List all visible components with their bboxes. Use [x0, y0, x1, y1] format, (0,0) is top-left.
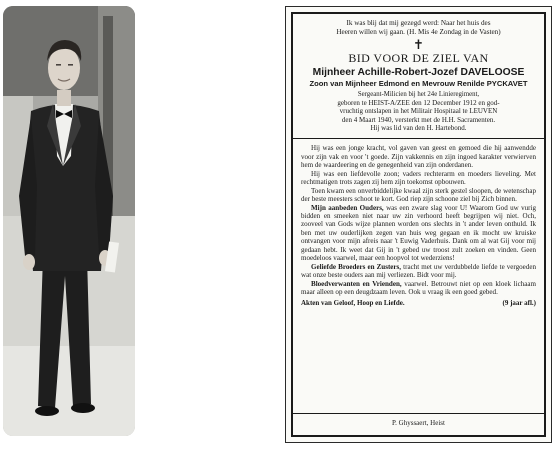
card-frame [291, 12, 546, 437]
biography [301, 99, 536, 132]
indulgence-years: (9 jaar afl.) [502, 298, 536, 307]
divider [293, 138, 544, 139]
paragraph-siblings: Geliefde Broeders en Zusters, tracht met uw verdubbelde liefde te vergoeden wat onze beste ouders aan mij verliezen. Bidt voor mij. [301, 262, 536, 280]
printer-credit: P. Ghyssaert, Heist [392, 419, 445, 427]
card-content [301, 19, 536, 429]
indulgence-prayers: Akten van Geloof, Hoop en Liefde. [301, 298, 405, 307]
bio-line: den 4 Maart 1940, versterkt met de H.H. Sacramenten. [341, 115, 496, 124]
scripture-verse [301, 19, 536, 36]
indulgence-line [301, 299, 536, 308]
memorial-card [285, 6, 552, 443]
paragraph: Hij was een liefdevolle zoon; vaders rechterarm en moeders lieveling. Met rechtmatigen trots zagen zij hem zijn toekomst opbouwen. [301, 169, 536, 187]
verse-line: Ik was blij dat mij gezegd werd: Naar het huis des [346, 19, 491, 27]
paragraph-relatives: Bloedverwanten en Vrienden, vaarwel. Betrouwt niet op een kloek lichaam maar alleen op een deugdzaam leven. Ook u vraag ik een goed gebed. [301, 279, 536, 297]
portrait-photo [3, 6, 135, 436]
bio-line: vruchtig ontslapen in het Militair Hospitaal te LEUVEN [339, 107, 498, 116]
portrait-figure [3, 6, 135, 436]
verse-line: Heeren willen wij gaan. (H. Mis 4e Zondag in de Vasten) [336, 27, 501, 36]
divider-bottom [293, 413, 544, 414]
paragraph: Toen kwam een onverbiddelijke kwaal zijn sterk gestel sloopen, de wetenschap der beste meesters schoot te kort. God riep zijn schoone ziel bij Zich binnen. [301, 186, 536, 204]
bio-line: geboren te HEIST-A/ZEE den 12 December 1912 en god- [337, 99, 500, 108]
eulogy-text [301, 144, 536, 296]
bio-line: Hij was lid van den H. Hartebond. [370, 124, 467, 133]
paragraph-parents: Mijn aanbeden Ouders, was een zware slag voor U! Waarom God uw vurig bidden en smeeken niet naar uw zin verhoord heeft begrijpen wij niet. Och, zooveel van Gods wijze plannen worden ons slechts in 't ander leven onthuld. Ik ben met uw ouderlijken zegen van huis weg gegaan en ik mocht uw kruiske ontvangen voor mijn afreis naar 't Euwig Vaderhuis. Dank om al wat Gij voor mij gedaan hebt. Ik weet dat Gij in 't gebed uw troost zult zoeken en vinden. Geen moedeloos vaarwel, maar een hoopvol tot wederziens! [301, 203, 536, 263]
deceased-name: Mijnheer Achille-Robert-Jozef DAVELOOSE [312, 67, 525, 79]
parents-line: Zoon van Mijnheer Edmond en Mevrouw Renilde PYCKAVET [309, 79, 528, 89]
military-rank: Sergeant-Milicien bij het 24e Linieregiment, [357, 91, 480, 99]
paragraph: Hij was een jonge kracht, vol gaven van geest en gemoed die hij aanwendde voor zijn vak en voor 't goede. Zijn vakkennis en zijn ingoed karakter verwierven hem de waardeering en de genegenheid van zijn onderdanen. [301, 144, 536, 170]
prayer-heading: BID VOOR DE ZIEL VAN [348, 51, 489, 66]
cross-icon: ✝ [413, 37, 424, 53]
